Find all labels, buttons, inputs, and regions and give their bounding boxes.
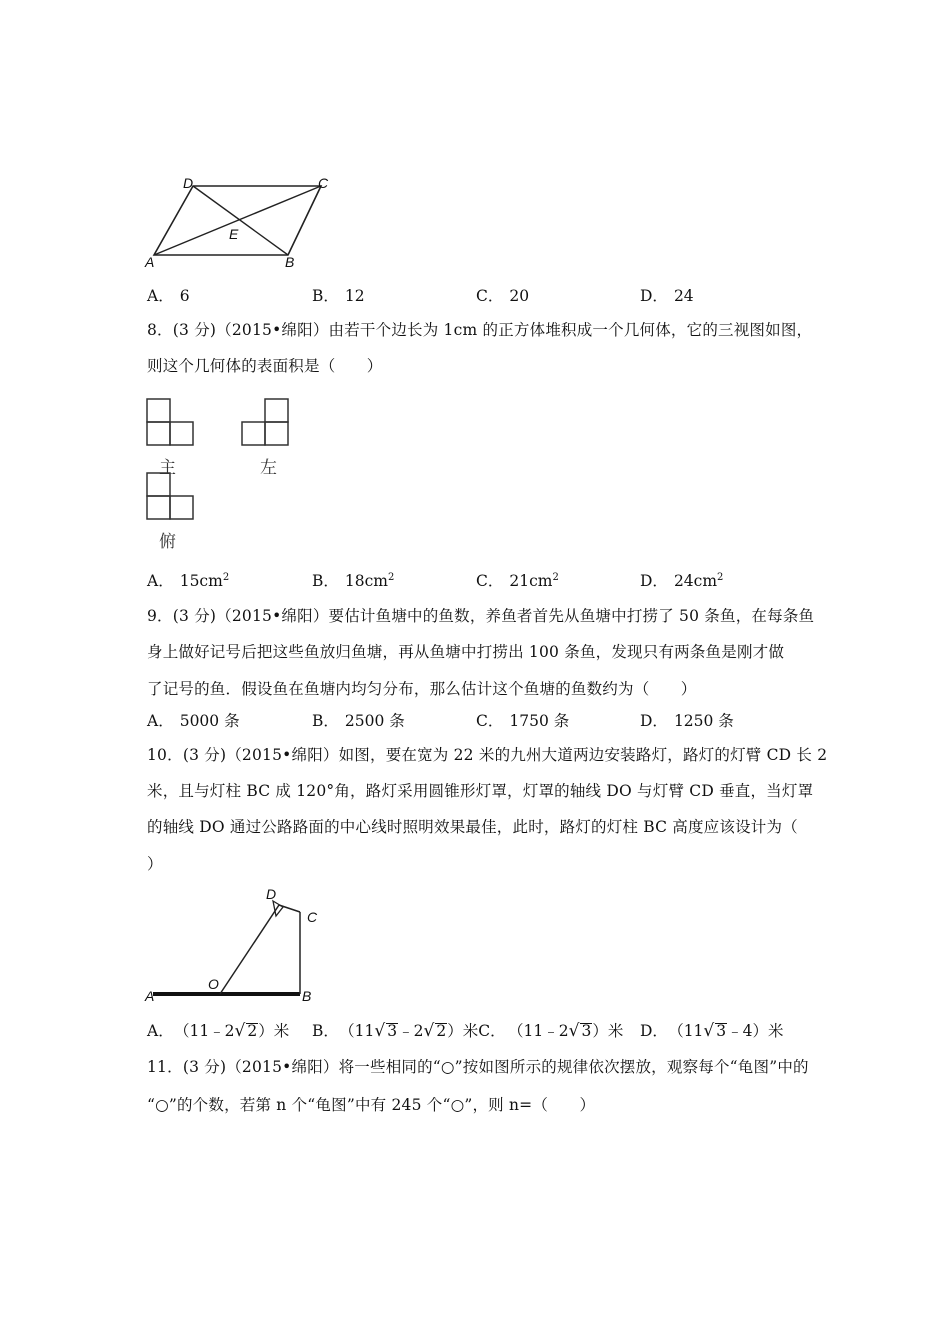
- street-lamp-figure: [145, 885, 325, 1005]
- q9-option-b[interactable]: B． 2500 条: [312, 712, 405, 730]
- lamp-label-d: D: [266, 886, 277, 902]
- q7-option-c[interactable]: C． 20: [476, 287, 530, 305]
- q9-line-1: 9．(3 分)（2015•绵阳）要估计鱼塘中的鱼数，养鱼者首先从鱼塘中打捞了 50 条鱼，在每条鱼: [147, 607, 815, 625]
- q8-option-c[interactable]: C． $21cm^2$: [476, 571, 559, 590]
- q10-option-a[interactable]: A． （11﹣2√ 2）米: [147, 1021, 290, 1041]
- top-view-label: 俯: [159, 532, 176, 552]
- radical-sign: √: [568, 1021, 580, 1041]
- radical-sign: √: [374, 1021, 386, 1041]
- top-view-figure: [146, 472, 196, 522]
- label-d: D: [183, 175, 194, 191]
- q8-option-a[interactable]: A． $15cm^2$: [147, 571, 230, 590]
- q8-line-1: 8．(3 分)（2015•绵阳）由若干个边长为 1cm 的正方体堆积成一个几何体，它的三视图如图，: [147, 321, 813, 339]
- lamp-label-a: A: [145, 988, 155, 1004]
- q9-option-d[interactable]: D． 1250 条: [640, 712, 734, 730]
- q10-line-2: 米，且与灯柱 BC 成 120°角，路灯采用圆锥形灯罩，灯罩的轴线 DO 与灯臂 CD 垂直，当灯罩: [147, 782, 814, 800]
- q10-option-b[interactable]: B． （11√ 3﹣2√ 2）米C．: [312, 1021, 506, 1041]
- lamp-label-b: B: [302, 988, 312, 1004]
- lamp-label-c: C: [307, 909, 318, 925]
- q9-option-c[interactable]: C． 1750 条: [476, 712, 570, 730]
- q7-option-d[interactable]: D． 24: [640, 287, 694, 305]
- radical-sign: √: [234, 1021, 246, 1041]
- q10-line-1: 10．(3 分)（2015•绵阳）如图，要在宽为 22 米的九州大道两边安装路灯，路灯的灯臂 CD 长 2: [147, 746, 828, 764]
- q8-line-2: 则这个几何体的表面积是（ ）: [147, 357, 383, 375]
- left-view-label: 左: [260, 458, 277, 478]
- front-view-figure: [146, 398, 196, 448]
- q9-option-a[interactable]: A． 5000 条: [147, 712, 240, 730]
- label-b: B: [285, 254, 295, 270]
- q11-line-2: “○”的个数，若第 n 个“龟图”中有 245 个“○”，则 n=（ ）: [147, 1096, 596, 1114]
- q8-option-b[interactable]: B． $18cm^2$: [312, 571, 395, 590]
- parallelogram-figure: [140, 175, 340, 275]
- q10-line-4: ）: [147, 855, 163, 873]
- q10-line-3: 的轴线 DO 通过公路路面的中心线时照明效果最佳，此时，路灯的灯柱 BC 高度应该设计为（: [147, 818, 798, 836]
- lamp-label-o: O: [208, 976, 219, 992]
- label-a: A: [145, 254, 155, 270]
- q9-line-3: 了记号的鱼．假设鱼在鱼塘内均匀分布，那么估计这个鱼塘的鱼数约为（ ）: [147, 680, 697, 698]
- q7-option-a[interactable]: A． 6: [147, 287, 190, 305]
- radical-sign: √: [423, 1021, 435, 1041]
- q9-line-2: 身上做好记号后把这些鱼放归鱼塘，再从鱼塘中打捞出 100 条鱼，发现只有两条鱼是刚才做: [147, 643, 785, 661]
- q7-option-b[interactable]: B． 12: [312, 287, 365, 305]
- label-e: E: [229, 226, 239, 242]
- q10-option-d[interactable]: D． （11√ 3﹣4）米: [640, 1021, 784, 1041]
- q11-line-1: 11．(3 分)（2015•绵阳）将一些相同的“○”按如图所示的规律依次摆放，观察每个“龟图”中的: [147, 1058, 809, 1076]
- radical-sign: √: [703, 1021, 715, 1041]
- label-c: C: [318, 175, 329, 191]
- q8-option-d[interactable]: D． $24cm^2$: [640, 571, 724, 590]
- q10-option-c[interactable]: （11﹣2√ 3）米: [508, 1021, 624, 1041]
- left-view-figure: [241, 398, 291, 448]
- front-view-label: 主: [159, 458, 176, 478]
